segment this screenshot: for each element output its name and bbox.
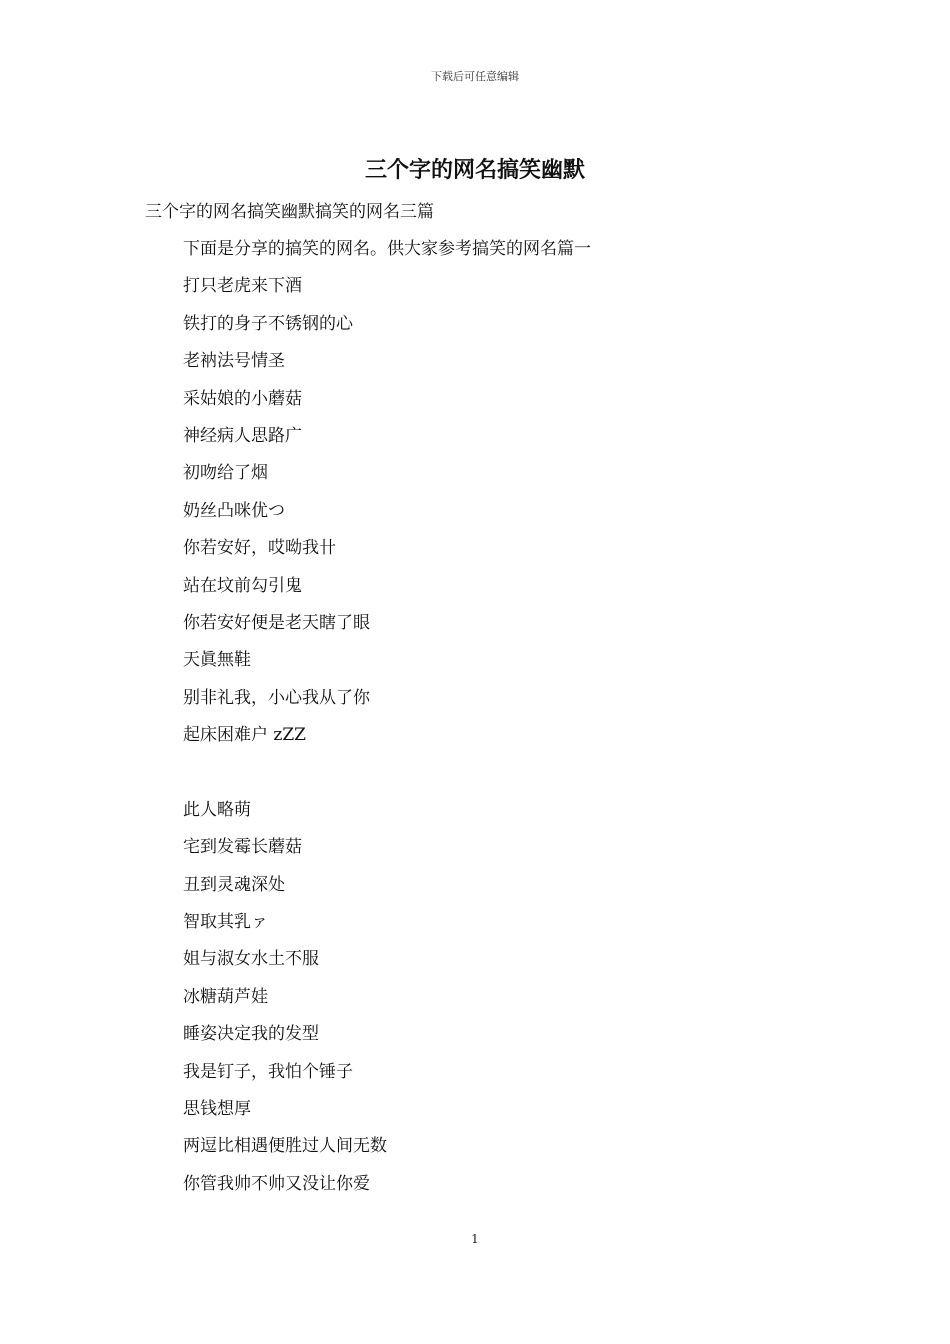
list-item: 起床困难户 zZZ bbox=[183, 725, 306, 746]
list-item: 你若安好便是老天瞎了眼 bbox=[183, 612, 370, 633]
list-item: 站在坟前勾引鬼 bbox=[183, 575, 302, 596]
list-item: 老衲法号情圣 bbox=[183, 351, 285, 372]
list-item: 冰糖葫芦娃 bbox=[183, 986, 268, 1007]
list-item: 两逗比相遇便胜过人间无数 bbox=[183, 1136, 387, 1157]
list-item: 铁打的身子不锈钢的心 bbox=[183, 313, 353, 334]
list-item: 天眞無鞋 bbox=[183, 650, 251, 671]
list-item: 我是钉子，我怕个锤子 bbox=[183, 1061, 353, 1082]
list-item: 神经病人思路广 bbox=[183, 425, 302, 446]
list-item: 你管我帅不帅又没让你爱 bbox=[183, 1173, 370, 1194]
document-subtitle: 三个字的网名搞笑幽默搞笑的网名三篇 bbox=[145, 202, 434, 222]
list-item: 奶丝凸咪优つ bbox=[183, 500, 285, 521]
name-list bbox=[183, 236, 591, 1208]
list-item: 初吻给了烟 bbox=[183, 463, 268, 484]
list-item: 智取其乳ァ bbox=[183, 912, 268, 933]
list-item: 宅到发霉长蘑菇 bbox=[183, 837, 302, 858]
list-item: 打只老虎来下酒 bbox=[183, 276, 302, 297]
page-number: 1 bbox=[471, 1232, 479, 1246]
list-item: 此人略萌 bbox=[183, 799, 251, 820]
blank-line bbox=[183, 759, 591, 796]
list-item: 思钱想厚 bbox=[183, 1098, 251, 1119]
header-note: 下载后可任意编辑 bbox=[431, 70, 519, 83]
list-item: 采姑娘的小蘑菇 bbox=[183, 388, 302, 409]
list-item: 下面是分享的搞笑的网名。供大家参考搞笑的网名篇一 bbox=[183, 239, 591, 259]
list-item: 丑到灵魂深处 bbox=[183, 874, 285, 895]
document-title: 三个字的网名搞笑幽默 bbox=[364, 157, 585, 183]
list-item: 姐与淑女水土不服 bbox=[183, 949, 319, 970]
list-item: 睡姿决定我的发型 bbox=[183, 1024, 319, 1045]
list-item: 你若安好，哎呦我卄 bbox=[183, 538, 336, 559]
list-item: 别非礼我，小心我从了你 bbox=[183, 687, 370, 708]
